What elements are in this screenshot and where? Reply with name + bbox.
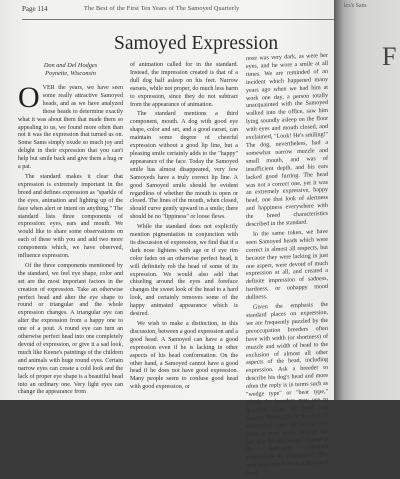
- header-rule: [22, 19, 340, 20]
- drop-cap: O: [18, 81, 40, 114]
- paragraph: Of the three components mentioned by the standard, we feel eye shape, color and set are the most important factors in the creation of expression. Take an otherwise perfect head and alter the eye shape to round or triangular and the whole expression changes. A triangular eye can alter the expression from a happy one to one of a pout. A round eye can turn an otherwise perfect head into one completely devoid of expression, or give it a sad look, much like Keene's paintings of the children and animals with huge round eyes. Certain narrow eyes can create a cold look and the lack of proper eye shape is a beautiful head into an ordinary one. Very light eyes can change the appearance from: [18, 262, 123, 396]
- article-column-3: [246, 52, 328, 478]
- paragraph: The standard mentions a third component, mouth. A dog with good eye shape, color and set, and a good earset, can maintain some degree of cheerful expression without a good lip line, but a pleasing smile certainly adds to the "happy" appearance of the face. Today the Samoyed smile has almost disappeared, very few Samoyeds have a truly correct lip line. A good Samoyed smile should be evident regardless of whether the mouth is open or closed. The lines of the mouth, when closed, should curve gently upward in a smile; there should be no "lippiness" or loose flews.: [130, 111, 238, 221]
- facing-page-letter: F: [382, 42, 397, 71]
- paragraph: The standard makes it clear that expression is extremely important in the breed and defines expression as "sparkle of the eyes, animation and lighting up of the face when alert or intent on anything." The standard lists three components of expression: eyes, ears and mouth. We would like to share some observations on each of these with you and add two more components which, we have observed, influence expression.: [18, 173, 123, 260]
- paragraph: We wish to make a distinction, in this discussion, between a good expression and a good head. A Samoyed can have a good expression even if he is lacking in other aspects of his head conformation. On the other hand, a Samoyed cannot have a good head if he does not have good expression. Many people seem to confuse good head with good expression, or: [130, 321, 238, 391]
- paragraph: [18, 81, 123, 172]
- paragraph-text: VER the years, we have seen some really attractive Samoyed heads, and as we have analyzed those heads to determine exactly what it was about them that made them so appealing to us, we found more often than not it was the expression that turned us on. Some Sams simply exude so much joy and delight in their expression that you can't help but smile back and give them a hug or a pat.: [18, 85, 123, 171]
- facing-page-edge: [334, 0, 400, 400]
- author-names: Don and Del Hodges: [43, 62, 98, 69]
- article-column-2: [130, 62, 238, 400]
- paragraph: nose was very dark, as were her eyes, and he wore a smile at all times. We are reminded of an incident which happened many years ago when we had him at work one day, a person totally unacquainted with the Samoyed walked into the office, saw him lying soundly asleep on the floor with eyes and mouth closed, and exclaimed, "Look! He's smiling!" The dog, nevertheless, had a somewhat narrow muzzle and small mouth, and was of insufficient depth, and his ears lacked good furring. The head was not a correct one, yet it was an extremely expressive, happy head, one that look of alertness and happiness everywhere with the breed characteristics described in the standard.: [246, 52, 328, 229]
- page-header: [22, 5, 362, 19]
- paragraph: While the standard does not explicitly mention pigmentation in conjunction with its discussion of expression, we find that if a dark nose lightens with age or if eye rim color fades on an otherwise perfect head, it will definitely rob the head of some of its expression. We would also add that chiseling around the eyes and foreface changes the sweet look of the head to a hard look, and certainly removes some of the happy animated appearance which is desired.: [130, 224, 238, 318]
- paragraph: In the same token, we have seen Samoyed heads which were correct in almost all respects, but because they were lacking in just one aspect, were devoid of much expression at all, and created a definite impression of sadness, hardness, or unhappy mood dullness.: [246, 228, 328, 302]
- author-location: Poynette, Wisconsin: [45, 69, 96, 77]
- article-title: Samoyed Expression: [114, 33, 279, 54]
- article-column-1: [18, 60, 123, 400]
- byline: [18, 62, 123, 77]
- paragraph: Given the emphasis the standard places on expression, we are frequently puzzled by the preoccupation breeders often have with width (or shortness) of muzzle and width of head to the exclusion of almost all other aspects of the head, including expression. Ask a breeder to describe his dog's head and more often the reply is in terms such as "wedge type" or "bear type," which the breeders may use to describe shape of head and muzzle. Practically no mention of expression and its component parts is ever made, despite the fact that the discussion of head in the Samoyed standard emphasizes its importance. The next time you look at a Samoyed head: [246, 301, 328, 478]
- page-number: Page 114: [22, 5, 48, 13]
- facing-page-text: lcs's Sam: [344, 3, 367, 9]
- paragraph: of animation called for in the standard. Instead, the impression created is that of a dull dog half asleep on his feet. Narrow earsets, while not proper, do much less harm to expression, since they do not subtract from the appearance of animation.: [130, 62, 238, 108]
- running-title: The Best of the First Ten Years of The Samoyed Quarterly: [84, 5, 240, 12]
